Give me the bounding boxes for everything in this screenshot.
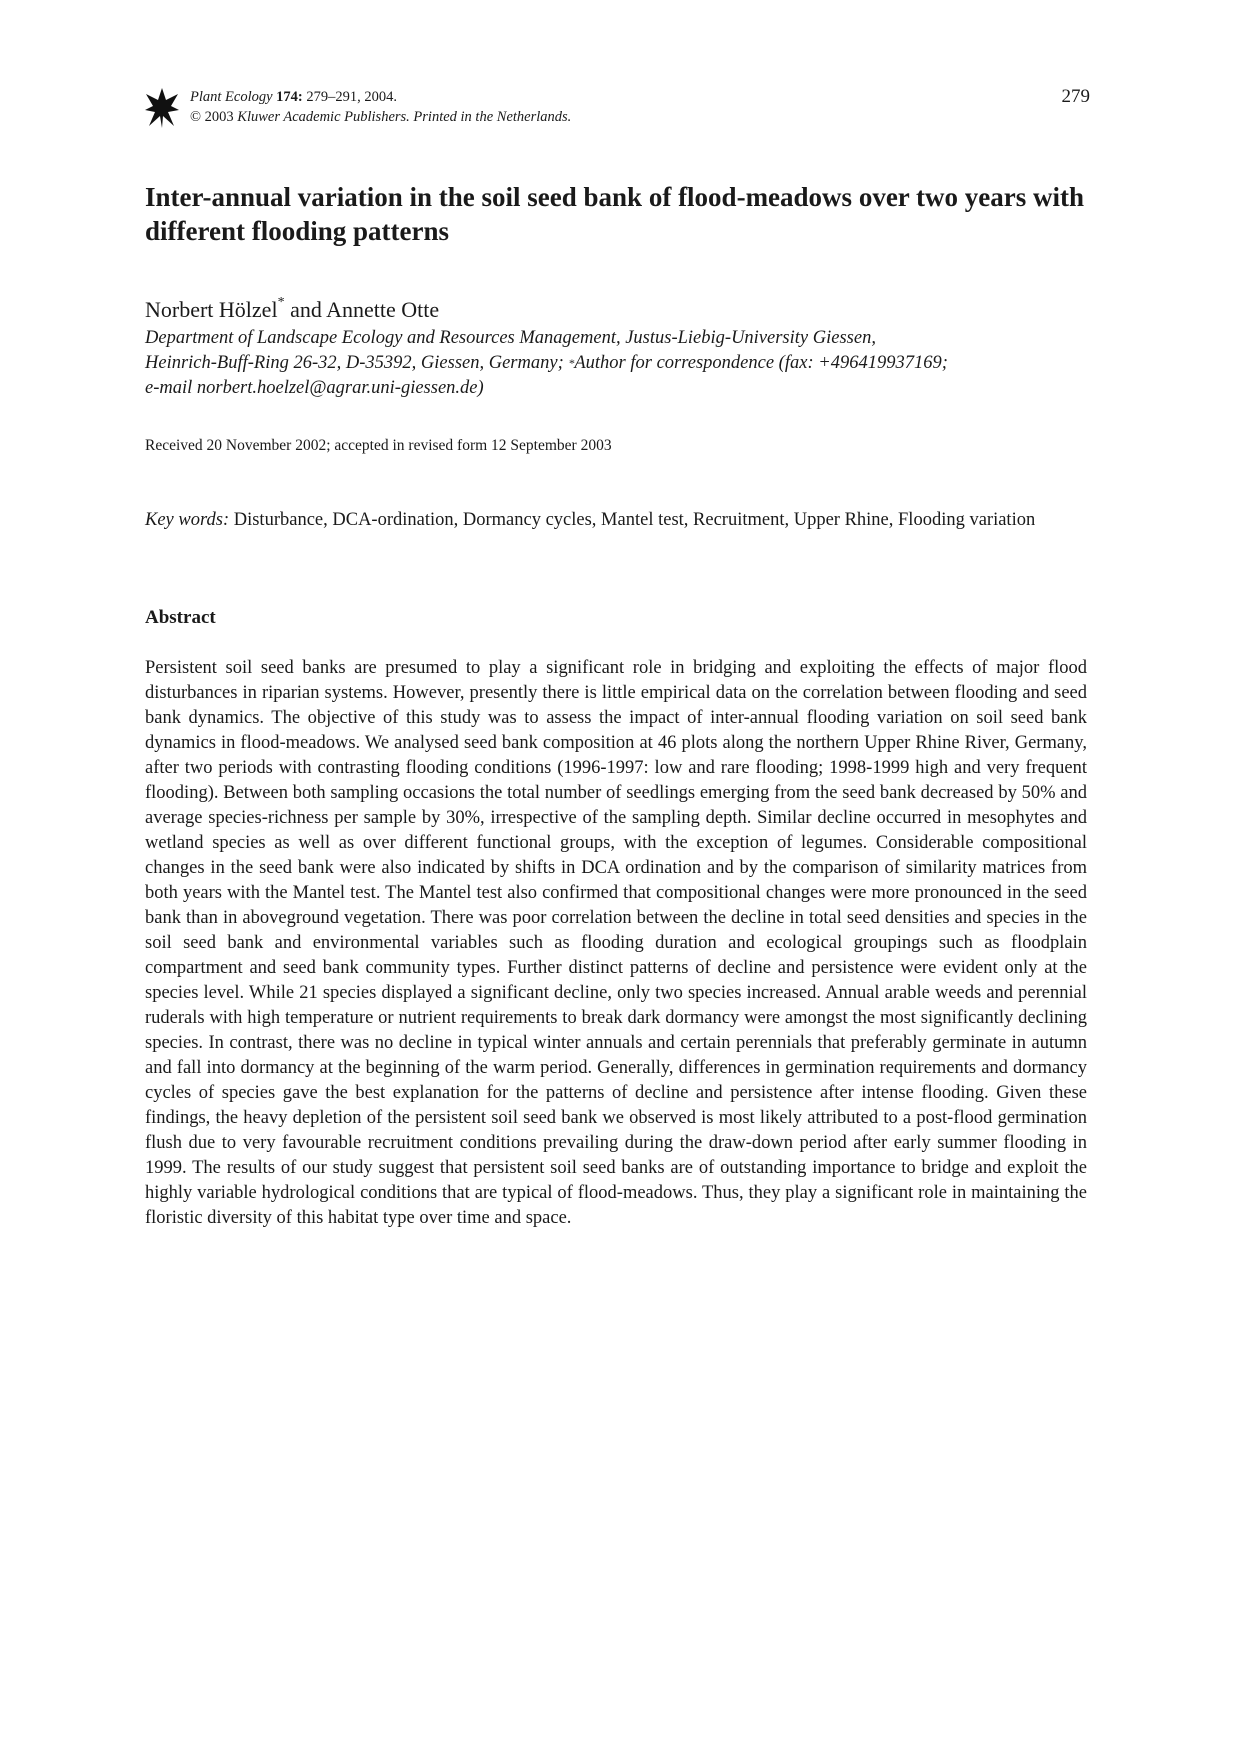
article-title: Inter-annual variation in the soil seed bank of flood-meadows over two years with different flooding patterns: [145, 182, 1085, 246]
abstract-body: Persistent soil seed banks are presumed to play a significant role in bridging and exploiting the effects of major flood disturbances in riparian systems. However, presently there is little empirical data on the correlation between flooding and seed bank dynamics. The objective of this study was to assess the impact of inter-annual flooding variation on soil seed bank dynamics in flood-meadows. We analysed seed bank composition at 46 plots along the northern Upper Rhine River, Germany, after two periods with contrasting flooding conditions (1996-1997: low and rare flooding; 1998-1999 high and very frequent flooding). Between both sampling occasions the total number of seedlings emerging from the seed bank decreased by 50% and average species-richness per sample by 30%, irrespective of the sampling depth. Similar decline occurred in mesophytes and wetland species as well as over different functional groups, with the exception of legumes. Considerable compositional changes in the seed bank were also indicated by shifts in DCA ordination and by the comparison of similarity matrices from both years with the Mantel test. The Mantel test also confirmed that compositional changes were more pronounced in the seed bank than in aboveground vegetation. There was poor correlation between the decline in total seed densities and species in the soil seed bank and environmental variables such as flooding duration and ecological groupings such as floodplain compartment and seed bank community types. Further distinct patterns of decline and persistence were evident only at the species level. While 21 species displayed a significant decline, only two species increased. Annual arable weeds and perennial ruderals with high temperature or nutrient requirements to break dark dormancy were amongst the most significantly declining species. In contrast, there was no decline in typical winter annuals and certain perennials that preferably germinate in autumn and fall into dormancy at the beginning of the warm period. Generally, differences in germination requirements and dormancy cycles of species gave the best explanation for the patterns of decline and persistence after intense flooding. Given these findings, the heavy depletion of the persistent soil seed bank we observed is most likely attributed to a post-flood germination flush due to very favourable recruitment conditions prevailing during the draw-down period after early summer flooding in 1999. The results of our study suggest that persistent soil seed banks are of outstanding importance to bridge and exploit the highly variable hydrological conditions that are typical of flood-meadows. Thus, they play a significant role in maintaining the floristic diversity of this habitat type over time and space.: [145, 658, 1087, 1228]
journal-line-1: [190, 87, 571, 107]
journal-citation: [190, 87, 571, 127]
keywords-label: Key words:: [145, 510, 230, 530]
copyright-year: © 2003: [190, 109, 234, 125]
affiliation-line-2: [145, 351, 1105, 376]
abstract-heading: Abstract: [145, 607, 216, 628]
author-1: Norbert Hölzel: [145, 297, 278, 322]
author-list: [145, 297, 439, 323]
page-number: 279: [1061, 86, 1090, 107]
journal-volume: 174:: [276, 89, 303, 105]
affiliation-mark: *: [568, 356, 575, 370]
correspondence-mark: *: [277, 295, 285, 310]
keywords-list: Disturbance, DCA-ordination, Dormancy cycles, Mantel test, Recruitment, Upper Rhine, Flooding variation: [233, 510, 1036, 530]
correspondence-fax: Author for correspondence (fax: +496419937169;: [574, 353, 948, 373]
received-dates: Received 20 November 2002; accepted in revised form 12 September 2003: [145, 437, 612, 454]
affiliation-line-1: Department of Landscape Ecology and Resources Management, Justus-Liebig-University Giessen,: [145, 328, 876, 348]
journal-pages-year: 279–291, 2004.: [306, 89, 398, 105]
author-2: and Annette Otte: [284, 297, 440, 322]
journal-name: Plant Ecology: [190, 89, 273, 105]
affiliation: [145, 326, 1105, 401]
copyright-text: Kluwer Academic Publishers. Printed in the Netherlands.: [237, 109, 572, 125]
journal-line-2: [190, 107, 571, 127]
publisher-logo-icon: [144, 86, 180, 130]
keywords: [145, 508, 1087, 533]
affiliation-address: Heinrich-Buff-Ring 26-32, D-35392, Giessen, Germany;: [145, 353, 569, 373]
affiliation-email: e-mail norbert.hoelzel@agrar.uni-giessen.de): [145, 378, 484, 398]
